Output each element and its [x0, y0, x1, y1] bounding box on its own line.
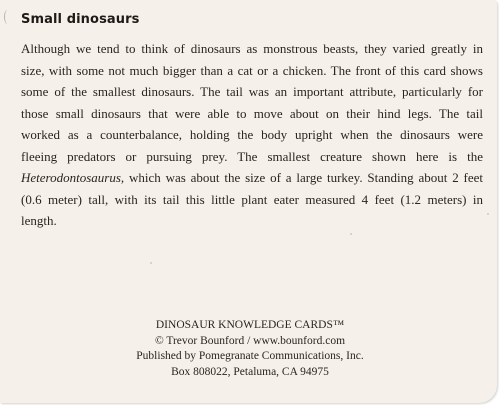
copyright-line: © Trevor Bounford / www.bounford.com: [154, 334, 346, 347]
card-footer: [0, 318, 497, 380]
address-line: Box 808022, Petaluma, CA 94975: [171, 365, 329, 378]
series-name: DINOSAUR KNOWLEDGE CARDS™: [155, 319, 345, 331]
publisher-line: Published by Pomegranate Communications, Inc.: [136, 350, 364, 362]
card-title: Small dinosaurs: [21, 12, 140, 27]
body-line: some of the smallest dinosaurs. The tail was an important attribute, particularly for: [21, 84, 483, 99]
body-line: those small dinosaurs that were able to move about on their hind legs. The tail: [21, 105, 483, 121]
body-line-rest: which was about the size of a large turkey. Standing about 2 feet: [129, 170, 484, 185]
species-name: Heterodontosaurus,: [21, 170, 125, 185]
card-body-text: [21, 38, 483, 232]
body-line: fleeing predators or pursuing prey. The smallest creature shown here is the: [21, 148, 483, 164]
body-line: [21, 167, 483, 189]
body-line: (0.6 meter) tall, with its tail this little plant eater measured 4 feet (1.2 meters) in: [21, 191, 483, 207]
corner-mark: [4, 10, 11, 24]
paper-speck: [350, 233, 352, 235]
paper-speck: [150, 262, 152, 264]
body-line: Although we tend to think of dinosaurs as monstrous beasts, they varied greatly in: [21, 41, 483, 56]
body-line: worked as a counterbalance, holding the body upright when the dinosaurs were: [21, 127, 483, 142]
paper-speck: [487, 213, 489, 215]
body-line: length.: [21, 213, 57, 228]
body-line: size, with some not much bigger than a cat or a chicken. The front of this card shows: [21, 62, 483, 78]
